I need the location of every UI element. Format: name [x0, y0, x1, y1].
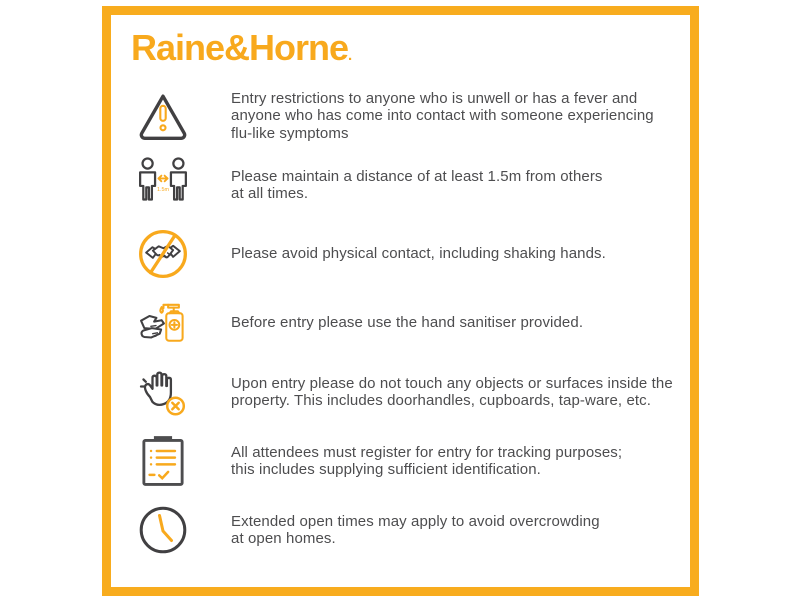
guideline-row-social-distance [111, 151, 690, 220]
guideline-row-no-contact [111, 220, 690, 289]
text-line: Entry restrictions to anyone who is unwell or has a fever and [231, 89, 638, 107]
distance-label: 1.5m [156, 187, 170, 194]
logo-text: Raine&Horne [131, 27, 349, 68]
icon-cell [131, 504, 195, 556]
guideline-text [231, 245, 606, 263]
guideline-row-open-times [111, 496, 690, 565]
icon-cell [131, 228, 195, 280]
do-not-touch-icon [137, 366, 189, 418]
text-line: All attendees must register for entry for tracking purposes; [231, 443, 623, 461]
guideline-row-hand-sanitiser [111, 289, 690, 358]
text-line: Before entry please use the hand sanitiser provided. [231, 314, 584, 332]
text-line: property. This includes doorhandles, cupboards, tap-ware, etc. [231, 392, 652, 410]
guideline-text [231, 513, 600, 548]
guideline-row-entry-restrictions [111, 82, 690, 151]
raine-horne-logo [131, 28, 690, 68]
guidelines-list [111, 82, 690, 565]
icon-cell [131, 92, 195, 140]
text-line: at all times. [231, 185, 309, 203]
register-clipboard-icon [141, 435, 185, 487]
text-line: this includes supplying sufficient identification. [231, 461, 541, 479]
guideline-text [231, 168, 603, 203]
clock-icon [137, 504, 189, 556]
text-line: at open homes. [231, 530, 336, 548]
text-line: anyone who has come into contact with someone experiencing [231, 107, 654, 125]
warning-triangle-icon [137, 92, 189, 140]
hand-sanitiser-icon [135, 295, 191, 351]
notice-card [102, 6, 699, 596]
guideline-text [231, 444, 622, 479]
social-distance-icon [135, 156, 191, 214]
icon-cell [131, 156, 195, 214]
guideline-text [231, 375, 673, 410]
guideline-text [231, 90, 654, 143]
guideline-row-do-not-touch [111, 358, 690, 427]
icon-cell [131, 366, 195, 418]
text-line: Please maintain a distance of at least 1.5m from others [231, 167, 603, 185]
text-line: flu-like symptoms [231, 124, 349, 142]
text-line: Upon entry please do not touch any objects or surfaces inside the [231, 374, 673, 392]
no-handshake-icon [137, 228, 189, 280]
text-line: Please avoid physical contact, including shaking hands. [231, 245, 606, 263]
text-line: Extended open times may apply to avoid overcrowding [231, 512, 600, 530]
icon-cell [131, 295, 195, 351]
logo-dot: . [348, 47, 353, 64]
icon-cell [131, 435, 195, 487]
guideline-text [231, 314, 583, 332]
guideline-row-register [111, 427, 690, 496]
